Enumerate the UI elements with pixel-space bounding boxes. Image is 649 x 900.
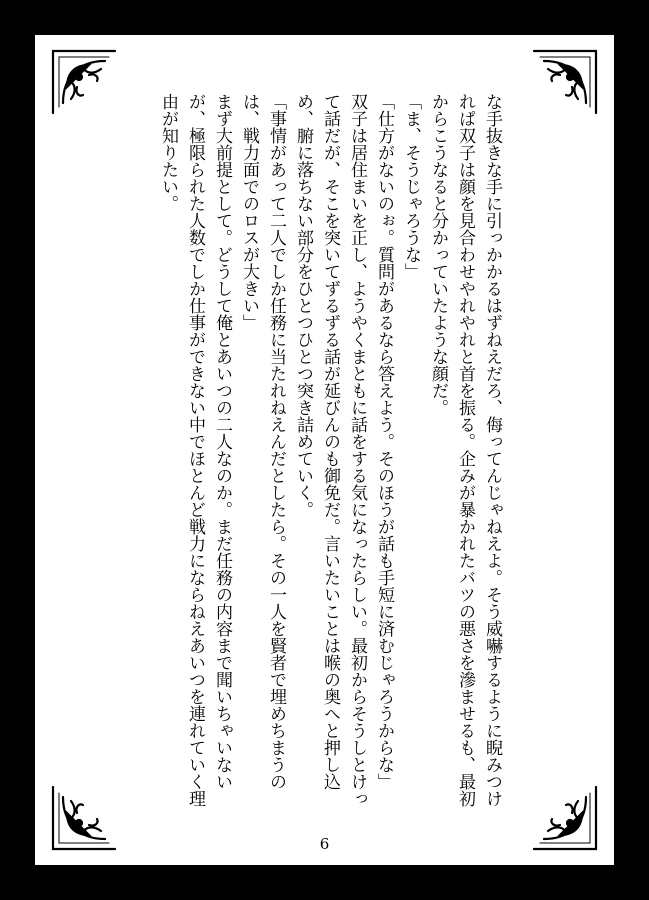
paragraph: まず大前提として。どうして俺とあいつの二人なのか。まだ任務の内容まで聞いちゃいないが、極限られた人数でしか仕事ができない中でほとんど戦力にならねえあいつを連れていく理由が知りたい。 <box>158 93 232 807</box>
paragraph: 「ま、そうじゃろうな」 <box>401 93 421 280</box>
paragraph: 双子は居住まいを正し、ようやくまともに話をする気になったらしい。最初からそうしとけって話だが、そこを突いてずるずる話が延びんのも御免だ。言いたいことは喉の奥へと押し込め、腑に落ちない部分をひとつひとつ突き詰めていく。 <box>293 93 367 807</box>
paragraph: 「事情があって二人でしか任務に当たれねえんだとしたら。その一人を賢者で埋めちまうのは、戦力面でのロスが大きい」 <box>239 93 286 790</box>
paragraph: 「仕方がないのぉ。質問があるなら答えよう。そのほうが話も手短に済むじゃろうからな」 <box>374 93 394 790</box>
paragraph: な手抜きな手に引っかかるはずねえだろ、侮ってんじゃねえよ。そう威嚇するように睨みつけれぱ双子は顔を見合わせやれやれと首を振る。企みが暴かれたバツの悪さを滲ませるも、最初からこうなると分かっていたような顔だ。 <box>428 93 502 807</box>
manuscript-page <box>35 35 614 865</box>
page-number: 6 <box>319 835 330 853</box>
corner-ornament-top-right-icon <box>530 47 600 117</box>
vertical-body-text <box>150 93 505 815</box>
corner-ornament-top-left-icon <box>49 47 119 117</box>
